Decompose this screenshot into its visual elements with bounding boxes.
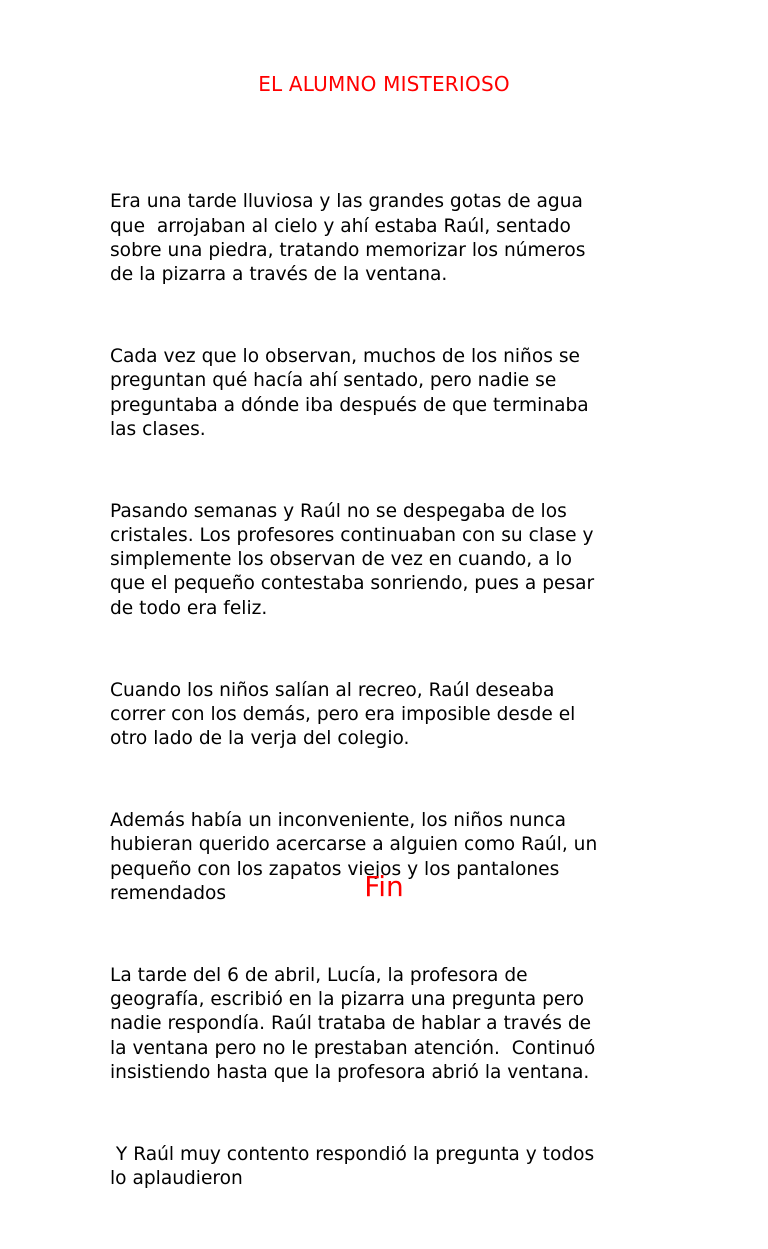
paragraph-4: Cuando los niños salían al recreo, Raúl deseaba correr con los demás, pero era imposible desde el otro lado de la verja del colegio.: [110, 679, 576, 750]
paragraph-6: La tarde del 6 de abril, Lucía, la profesora de geografía, escribió en la pizarra una pregunta pero nadie respondía. Raúl trataba de hablar a través de la ventana pero no le prestaban atención. Continuó insistiendo hasta que la profesora abrió la ventana.: [110, 965, 596, 1083]
paragraph-2: Cada vez que lo observan, muchos de los niños se preguntan qué hacía ahí sentado, pero nadie se preguntaba a dónde iba después de que terminaba las clases.: [110, 346, 589, 440]
story-body: [110, 142, 665, 1249]
story-ending: Fin: [364, 870, 404, 903]
paragraph-7: Y Raúl muy contento respondió la pregunta y todos lo aplaudieron: [110, 1143, 595, 1190]
paragraph-3: Pasando semanas y Raúl no se despegaba de los cristales. Los profesores continuaban con su clase y simplemente los observan de vez en cuando, a lo que el pequeño contestaba sonriendo, pues a pesar de todo era feliz.: [110, 500, 595, 619]
paragraph-5: Además había un inconveniente, los niños nunca hubieran querido acercarse a alguien como Raúl, un pequeño con los zapatos viejos y los pantalones remendados: [110, 810, 598, 904]
document-title: EL ALUMNO MISTERIOSO: [258, 72, 510, 96]
paragraph-1: Era una tarde lluviosa y las grandes gotas de agua que arrojaban al cielo y ahí estaba Raúl, sentado sobre una piedra, tratando memorizar los números de la pizarra a través de la ventana.: [110, 191, 586, 286]
